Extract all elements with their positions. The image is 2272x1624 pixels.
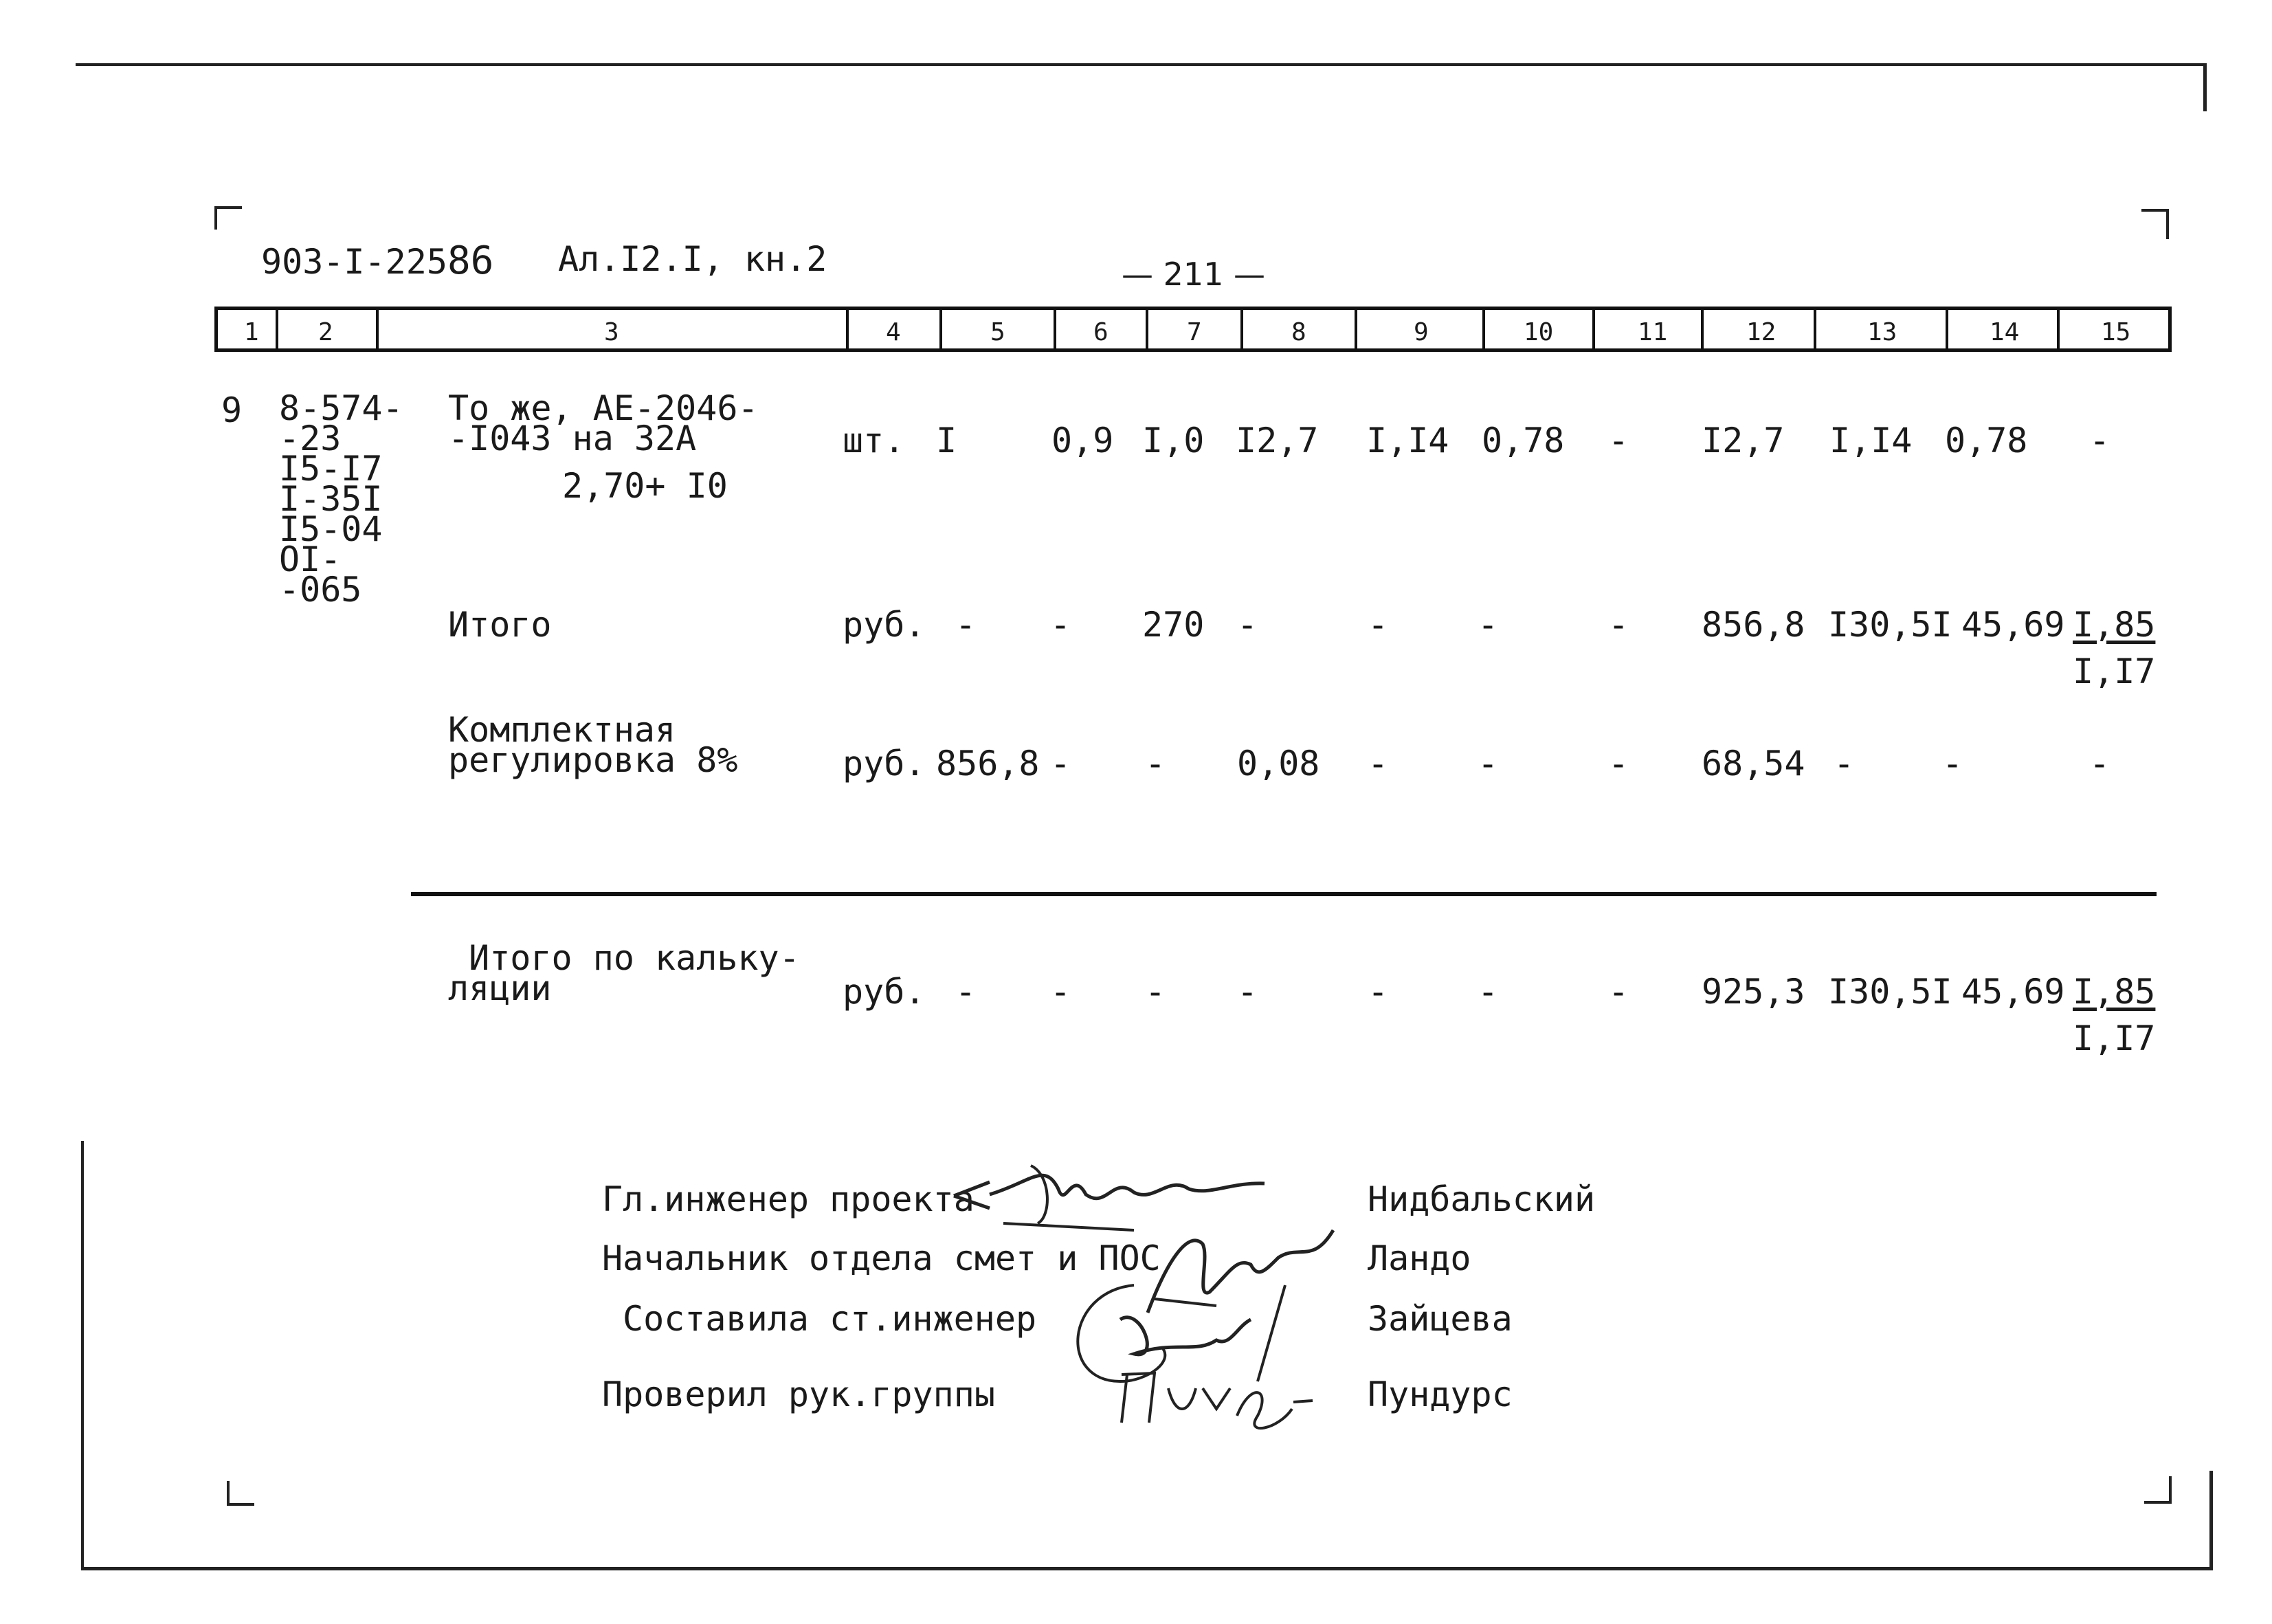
row3-col6: - [1050,744,1071,783]
signature-role-compiler: Составила ст.инженер [623,1299,1037,1339]
row3-col9: - [1368,744,1389,783]
row2-col11: - [1608,605,1629,645]
row4-col7: - [1145,972,1166,1012]
row4-col13: I30,5I [1828,972,1952,1012]
row1-col7: I,0 [1142,421,1205,460]
row2-col7: 270 [1142,605,1205,645]
column-number: 4 [886,318,901,346]
row2-col6: - [1050,605,1071,645]
row3-col7: - [1145,744,1166,783]
corner-mark-top-right [2141,209,2169,239]
column-number: 13 [1867,318,1897,346]
row1-unit: шт. [843,421,905,460]
row2-col15-bottom: I,I7 [2073,652,2156,691]
row4-col15-bottom: I,I7 [2073,1019,2156,1058]
doc-year: 86 [447,238,494,283]
row4-col11: - [1608,972,1629,1012]
row2-col8: - [1237,605,1258,645]
column-number-header [214,307,2172,352]
row1-col6: 0,9 [1051,421,1114,460]
total-separator-rule [411,892,2157,896]
row4-col14: 45,69 [1961,972,2065,1012]
frame-top-line [76,63,2206,66]
column-number: 2 [318,318,333,346]
row4-col15-top: I,85 [2073,972,2156,1012]
row4-unit: руб. [843,972,926,1012]
row1-col9: I,I4 [1366,421,1449,460]
column-number: 8 [1291,318,1306,346]
column-number: 6 [1093,318,1109,346]
signature-role-chief-engineer: Гл.инженер проекта [602,1179,974,1219]
row4-col12: 925,3 [1702,972,1805,1012]
frame-right-line [2209,1471,2213,1570]
signature-name-chief-engineer: Нидбальский [1368,1179,1596,1219]
doc-code: 903-I-22586 [261,238,494,283]
row2-col15-top: I,85 [2073,605,2156,645]
album-reference: Ал.I2.I, кн.2 [558,239,827,279]
row2-col5: - [955,605,977,645]
frame-left-line [81,1141,84,1567]
row1-col10: 0,78 [1482,421,1565,460]
page-number: — 211 — [1122,256,1266,293]
row2-col10: - [1478,605,1499,645]
corner-mark-top-left [214,206,242,230]
row1-description-formula: 2,70+ I0 [562,466,728,506]
row4-col10: - [1478,972,1499,1012]
row2-col14: 45,69 [1961,605,2065,645]
row3-col12: 68,54 [1702,744,1805,783]
signature-role-dept-head: Начальник отдела смет и ПОС [602,1238,1161,1278]
row3-col11: - [1608,744,1629,783]
signature-name-dept-head: Ландо [1368,1238,1471,1278]
row3-col14: - [1942,744,1963,783]
row3-col13: - [1834,744,1855,783]
column-number: 14 [1990,318,2020,346]
signature-role-checker: Проверил рук.группы [602,1375,995,1414]
row1-col15: - [2089,421,2110,460]
signature-name-checker: Пундурс [1368,1375,1513,1414]
column-number: 3 [604,318,619,346]
row2-col12: 856,8 [1702,605,1805,645]
column-number: 5 [990,318,1005,346]
row1-quantity: I [936,421,957,460]
row3-col10: - [1478,744,1499,783]
row2-description: Итого [448,605,552,645]
corner-mark-bottom-right [2144,1476,2172,1504]
row3-col5: 856,8 [936,744,1040,783]
row3-description: Комплектная регулировка 8% [448,710,738,780]
frame-right-tick [2203,63,2207,111]
row3-col8: 0,08 [1237,744,1320,783]
row1-col11: - [1608,421,1629,460]
row1-description: То же, АЕ-2046- -I043 на 32А [448,388,759,458]
row4-col8: - [1237,972,1258,1012]
row1-col14: 0,78 [1945,421,2028,460]
row4-col6: - [1050,972,1071,1012]
row2-unit: руб. [843,605,926,645]
signature-name-compiler: Зайцева [1368,1299,1513,1339]
row4-col9: - [1368,972,1389,1012]
column-number: 9 [1414,318,1429,346]
row1-item-number: 9 [221,390,243,430]
row2-col9: - [1368,605,1389,645]
row1-price-reference: 8-574- -23 I5-I7 I-35I I5-04 OI- -065 [279,388,403,610]
frame-bottom-line [81,1567,2213,1570]
column-number: 10 [1524,318,1554,346]
row1-col12: I2,7 [1702,421,1785,460]
column-number: 7 [1187,318,1202,346]
row4-description: Итого по кальку- ляции [448,938,800,1008]
column-number: 15 [2101,318,2131,346]
row1-col8: I2,7 [1236,421,1319,460]
row1-col13: I,I4 [1829,421,1913,460]
handwritten-signature-checker [1113,1361,1319,1443]
column-number: 1 [244,318,259,346]
column-number: 11 [1638,318,1668,346]
row4-col5: - [955,972,977,1012]
row2-col13: I30,5I [1828,605,1952,645]
row3-col15: - [2089,744,2110,783]
corner-mark-bottom-left [227,1481,254,1506]
column-number: 12 [1746,318,1777,346]
row3-unit: руб. [843,744,926,783]
